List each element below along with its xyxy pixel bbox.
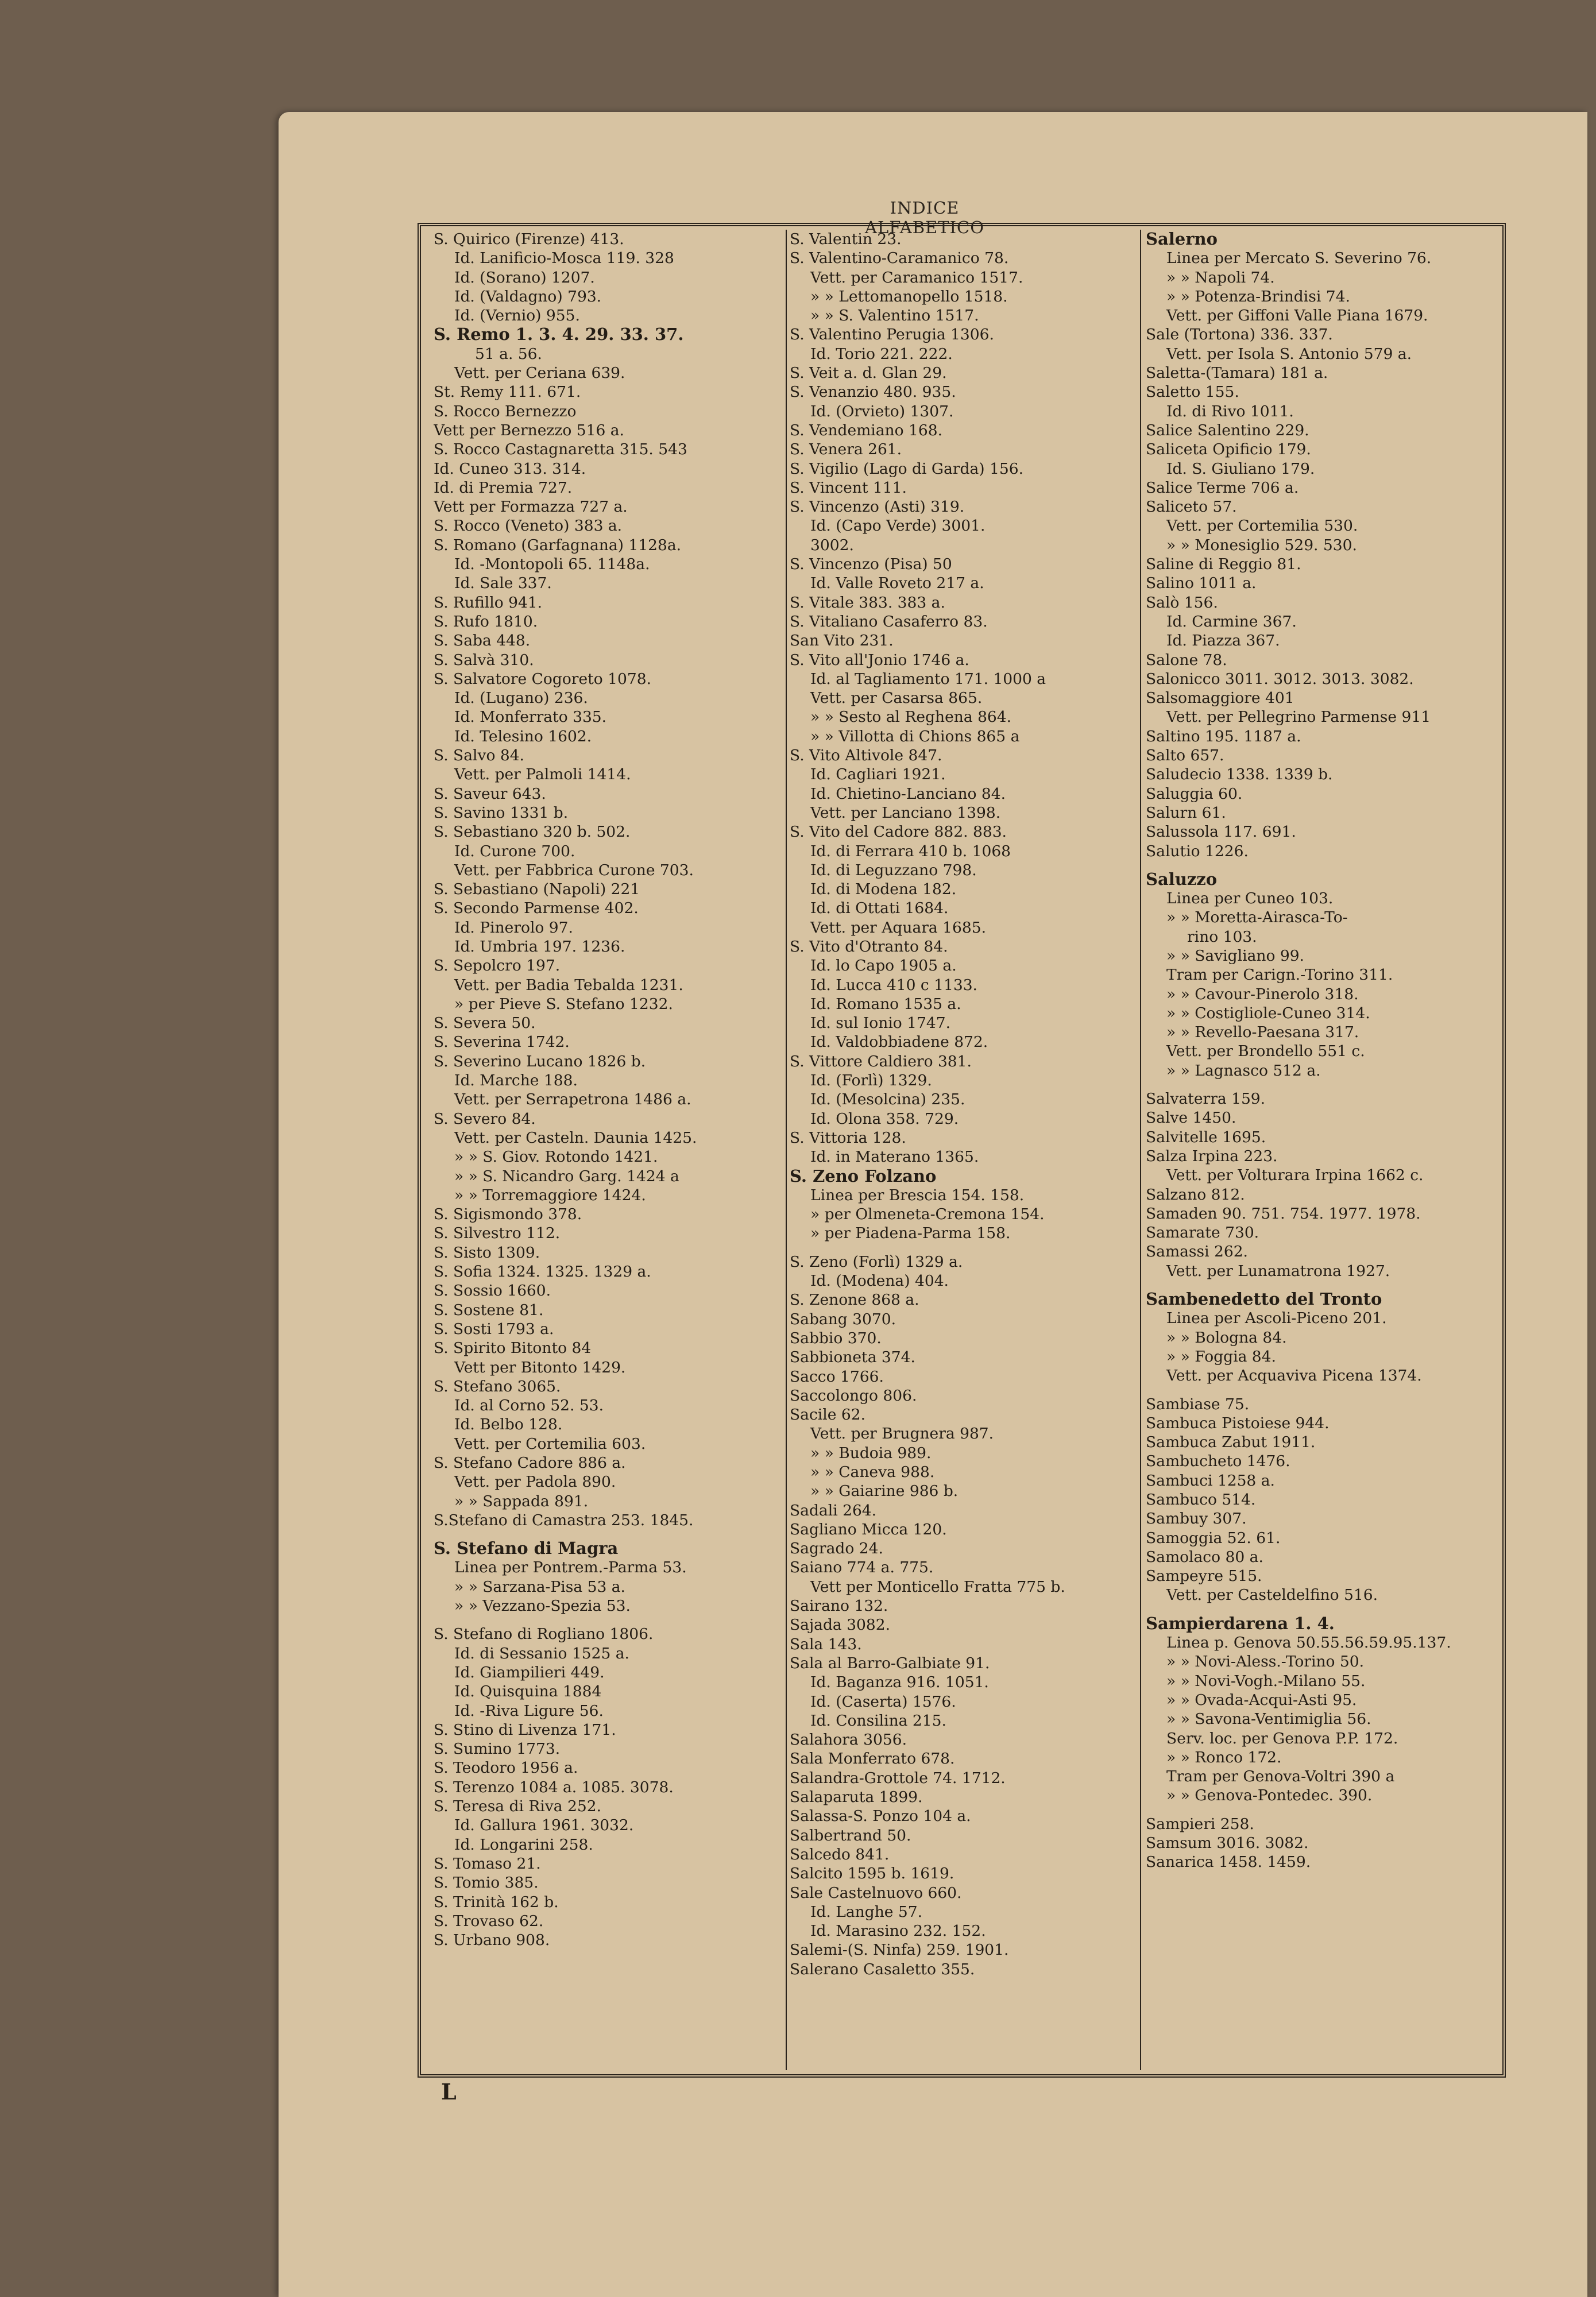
- index-entry: Id. (Orvieto) 1307.: [810, 402, 954, 420]
- index-entry: Id. (Mesolcina) 235.: [810, 1091, 965, 1109]
- index-entry: Vett. per Giffoni Valle Piana 1679.: [1166, 307, 1428, 325]
- index-entry: Tram per Carign.-Torino 311.: [1166, 966, 1393, 984]
- page-footer-letter: L: [441, 2079, 457, 2105]
- index-entry: Id. Giampilieri 449.: [454, 1663, 605, 1681]
- index-entry: Sambuci 1258 a.: [1146, 1471, 1275, 1490]
- index-entry: rino 103.: [1187, 927, 1257, 946]
- index-entry: [1146, 861, 1502, 870]
- index-entry: [1146, 1805, 1502, 1815]
- index-entry: S. Zeno (Forlì) 1329 a.: [790, 1252, 963, 1271]
- index-entry: Salvaterra 159.: [1146, 1090, 1266, 1108]
- index-entry: Sambucheto 1476.: [1146, 1452, 1290, 1471]
- index-entry: S. Tomio 385.: [434, 1874, 539, 1892]
- index-entry: » » Genova-Pontedec. 390.: [1166, 1786, 1373, 1805]
- index-entry: S. Vittoria 128.: [790, 1128, 906, 1147]
- index-entry: Saline di Reggio 81.: [1146, 555, 1301, 574]
- index-entry: S. Salvo 84.: [434, 747, 524, 765]
- index-entry: Vett per Bitonto 1429.: [454, 1358, 626, 1376]
- index-entry: S. Spirito Bitonto 84: [434, 1339, 592, 1358]
- index-entry: S. Vito Altivole 847.: [790, 747, 942, 765]
- index-entry: Saluggia 60.: [1146, 784, 1243, 803]
- index-entry: Id. sul Ionio 1747.: [810, 1014, 951, 1033]
- index-entry: » » Sarzana-Pisa 53 a.: [454, 1577, 625, 1596]
- index-entry: S. Vendemiano 168.: [790, 421, 943, 439]
- index-entry: Sagliano Micca 120.: [790, 1520, 947, 1538]
- index-heading-entry: Saluzzo: [1146, 869, 1218, 889]
- index-entry: Vett. per Lanciano 1398.: [810, 803, 1001, 822]
- index-entry: Sairano 132.: [790, 1597, 888, 1615]
- index-entry: Vett. per Caramanico 1517.: [810, 268, 1023, 287]
- index-entry: 51 a. 56.: [475, 345, 542, 363]
- index-entry: S. Romano (Garfagnana) 1128a.: [434, 536, 682, 554]
- index-entry: Id. al Corno 52. 53.: [454, 1397, 604, 1415]
- index-entry: Id. (Capo Verde) 3001.: [810, 517, 986, 535]
- index-entry: Id. di Ferrara 410 b. 1068: [810, 842, 1011, 860]
- index-entry: Id. di Leguzzano 798.: [810, 861, 977, 879]
- index-entry: Id. Piazza 367.: [1166, 632, 1280, 650]
- index-entry: Samarate 730.: [1146, 1224, 1259, 1242]
- index-entry: Saludecio 1338. 1339 b.: [1146, 765, 1333, 784]
- index-entry: S. Vincent 111.: [790, 478, 907, 497]
- index-entry: Linea p. Genova 50.55.56.59.95.137.: [1166, 1634, 1451, 1652]
- index-entry: [1146, 1386, 1502, 1395]
- index-entry: Sala Monferrato 678.: [790, 1750, 955, 1768]
- index-entry: S. Sostene 81.: [434, 1301, 544, 1319]
- index-entry: Sambuca Zabut 1911.: [1146, 1433, 1316, 1452]
- index-entry: S. Stefano 3065.: [434, 1377, 561, 1395]
- index-entry: Sala 143.: [790, 1635, 862, 1653]
- index-entry: Salsomaggiore 401: [1146, 689, 1294, 707]
- index-entry: Id. Lanificio-Mosca 119. 328: [454, 249, 674, 268]
- index-entry: Saccolongo 806.: [790, 1386, 917, 1405]
- index-entry: Salice Terme 706 a.: [1146, 478, 1299, 497]
- index-entry: S. Saba 448.: [434, 632, 531, 650]
- index-entry: Saiano 774 a. 775.: [790, 1559, 934, 1577]
- index-entry: Saltino 195. 1187 a.: [1146, 727, 1301, 745]
- index-entry: Saliceto 57.: [1146, 498, 1237, 516]
- index-entry: S. Rocco Bernezzo: [434, 402, 577, 420]
- index-entry: Salerano Casaletto 355.: [790, 1960, 975, 1978]
- index-entry: S. Rufo 1810.: [434, 612, 538, 631]
- index-entry: Id. di Modena 182.: [810, 880, 957, 899]
- index-entry: Vett. per Padola 890.: [454, 1473, 616, 1491]
- index-entry: Vett. per Brugnera 987.: [810, 1425, 994, 1443]
- index-entry: S. Salvà 310.: [434, 651, 534, 669]
- index-entry: Id. Marche 188.: [454, 1072, 578, 1090]
- index-entry: » » Ovada-Acqui-Asti 95.: [1166, 1691, 1357, 1709]
- index-entry: Id. di Ottati 1684.: [810, 899, 949, 918]
- index-entry: Samoggia 52. 61.: [1146, 1529, 1281, 1547]
- index-entry: [790, 1243, 1129, 1252]
- index-entry: 3002.: [810, 536, 854, 554]
- index-entry: » » S. Giov. Rotondo 1421.: [454, 1148, 658, 1166]
- index-entry: Tram per Genova-Voltri 390 a: [1166, 1768, 1395, 1786]
- index-heading-entry: Sampierdarena 1. 4.: [1146, 1613, 1335, 1633]
- index-entry: » » Novi-Aless.-Torino 50.: [1166, 1653, 1365, 1671]
- index-entry: S. Valentino Perugia 1306.: [790, 326, 994, 344]
- index-heading-entry: S. Remo 1. 3. 4. 29. 33. 37.: [434, 324, 684, 345]
- index-entry: S. Teresa di Riva 252.: [434, 1797, 602, 1816]
- index-entry: Sacco 1766.: [790, 1367, 884, 1386]
- index-entry: S. Vigilio (Lago di Garda) 156.: [790, 459, 1024, 478]
- index-entry: Salò 156.: [1146, 593, 1218, 612]
- index-entry: Linea per Mercato S. Severino 76.: [1166, 249, 1432, 268]
- index-entry: Id. Gallura 1961. 3032.: [454, 1816, 634, 1835]
- index-heading-entry: S. Stefano di Magra: [434, 1538, 619, 1559]
- index-entry: Id. di Rivo 1011.: [1166, 402, 1294, 420]
- index-entry: Vett per Bernezzo 516 a.: [434, 421, 624, 439]
- index-entry: Id. Torio 221. 222.: [810, 345, 953, 363]
- index-entry: Salutio 1226.: [1146, 842, 1249, 860]
- index-entry: S. Sigismondo 378.: [434, 1205, 582, 1224]
- index-entry: S. Silvestro 112.: [434, 1224, 561, 1243]
- index-entry: S. Zenone 868 a.: [790, 1291, 919, 1309]
- index-entry: » » Sappada 891.: [454, 1492, 589, 1510]
- index-entry: Sala al Barro-Galbiate 91.: [790, 1654, 990, 1672]
- index-entry: Salzano 812.: [1146, 1185, 1245, 1204]
- index-entry: S. Rufillo 941.: [434, 593, 543, 612]
- index-entry: Id. Lucca 410 c 1133.: [810, 976, 977, 994]
- index-entry: Salemi-(S. Ninfa) 259. 1901.: [790, 1941, 1009, 1959]
- index-entry: Id. lo Capo 1905 a.: [810, 957, 957, 975]
- index-entry: Id. Belbo 128.: [454, 1416, 563, 1434]
- index-entry: Id. (Forlì) 1329.: [810, 1072, 932, 1090]
- index-entry: Id. Romano 1535 a.: [810, 995, 961, 1013]
- index-entry: [434, 1615, 778, 1625]
- index-entry: S. Vito del Cadore 882. 883.: [790, 823, 1007, 841]
- index-entry: S. Vittore Caldiero 381.: [790, 1052, 972, 1070]
- index-entry: S. Vitale 383. 383 a.: [790, 593, 945, 612]
- index-entry: Vett. per Fabbrica Curone 703.: [454, 861, 694, 879]
- index-entry: S. Sebastiano (Napoli) 221: [434, 880, 640, 899]
- index-entry: S. Severa 50.: [434, 1014, 536, 1033]
- index-entry: » per Olmeneta-Cremona 154.: [810, 1205, 1045, 1224]
- index-entry: Salto 657.: [1146, 747, 1224, 765]
- index-entry: St. Remy 111. 671.: [434, 383, 581, 401]
- index-entry: S. Trovaso 62.: [434, 1912, 544, 1930]
- index-entry: Vett. per Palmoli 1414.: [454, 765, 631, 784]
- index-entry: Vett. per Casarsa 865.: [810, 689, 983, 707]
- index-entry: » » Vezzano-Spezia 53.: [454, 1597, 631, 1615]
- index-entry: [434, 1530, 778, 1539]
- index-entry: Salandra-Grottole 74. 1712.: [790, 1769, 1006, 1787]
- index-entry: Id. Baganza 916. 1051.: [810, 1673, 989, 1692]
- index-entry: Id. Chietino-Lanciano 84.: [810, 784, 1006, 803]
- index-entry: Vett. per Casteln. Daunia 1425.: [454, 1128, 697, 1147]
- index-entry: Salone 78.: [1146, 651, 1227, 669]
- index-entry: Vett. per Lunamatrona 1927.: [1166, 1262, 1390, 1280]
- index-entry: Linea per Cuneo 103.: [1166, 890, 1334, 908]
- index-column-3: [1146, 230, 1502, 1872]
- index-entry: Samsum 3016. 3082.: [1146, 1834, 1309, 1853]
- index-entry: Id. Valdobbiadene 872.: [810, 1033, 988, 1051]
- column-divider: [1140, 230, 1141, 2070]
- index-entry: Id. Consilina 215.: [810, 1711, 946, 1730]
- index-entry: S. Sepolcro 197.: [434, 957, 561, 975]
- index-entry: Sagrado 24.: [790, 1540, 883, 1558]
- index-entry: S. Stino di Livenza 171.: [434, 1720, 616, 1739]
- index-entry: Sambuco 514.: [1146, 1491, 1256, 1509]
- index-entry: Linea per Pontrem.-Parma 53.: [454, 1559, 687, 1577]
- index-entry: S. Quirico (Firenze) 413.: [434, 230, 624, 248]
- index-entry: Vett. per Badia Tebalda 1231.: [454, 976, 683, 994]
- index-entry: Salcedo 841.: [790, 1845, 890, 1863]
- index-entry: » » Villotta di Chions 865 a: [810, 727, 1020, 745]
- index-entry: S. Terenzo 1084 a. 1085. 3078.: [434, 1778, 674, 1796]
- index-entry: S. Vitaliano Casaferro 83.: [790, 612, 988, 631]
- index-entry: Salbertrand 50.: [790, 1826, 911, 1844]
- index-entry: » » Lagnasco 512 a.: [1166, 1061, 1321, 1080]
- index-entry: Sajada 3082.: [790, 1616, 891, 1634]
- index-entry: S. Secondo Parmense 402.: [434, 899, 639, 918]
- index-entry: Salcito 1595 b. 1619.: [790, 1865, 954, 1883]
- index-entry: » » Cavour-Pinerolo 318.: [1166, 985, 1359, 1003]
- index-entry: » » Caneva 988.: [810, 1463, 935, 1481]
- index-entry: Sambuca Pistoiese 944.: [1146, 1414, 1330, 1432]
- index-entry: Vett. per Pellegrino Parmense 911: [1166, 708, 1431, 726]
- index-entry: Id. (Modena) 404.: [810, 1272, 949, 1290]
- index-entry: » » Torremaggiore 1424.: [454, 1186, 646, 1204]
- index-entry: Id. Curone 700.: [454, 842, 575, 860]
- index-entry: S. Vito all'Jonio 1746 a.: [790, 651, 969, 669]
- index-entry: S. Sofia 1324. 1325. 1329 a.: [434, 1263, 651, 1281]
- index-entry: S. Sumino 1773.: [434, 1740, 561, 1758]
- index-entry: Id. (Caserta) 1576.: [810, 1692, 956, 1711]
- index-entry: Linea per Brescia 154. 158.: [810, 1186, 1025, 1204]
- index-entry: S. Venera 261.: [790, 440, 902, 459]
- index-entry: Samaden 90. 751. 754. 1977. 1978.: [1146, 1204, 1421, 1223]
- index-entry: » » Gaiarine 986 b.: [810, 1482, 959, 1501]
- index-entry: » » Lettomanopello 1518.: [810, 287, 1008, 306]
- index-entry: S. Rocco Castagnaretta 315. 543: [434, 440, 687, 459]
- index-entry: Id. (Sorano) 1207.: [454, 268, 595, 287]
- index-entry: Id. in Materano 1365.: [810, 1148, 979, 1166]
- index-entry: Saletto 155.: [1146, 383, 1239, 401]
- index-entry: Id. Umbria 197. 1236.: [454, 937, 625, 956]
- index-entry: » per Pieve S. Stefano 1232.: [454, 995, 673, 1013]
- index-entry: » » Ronco 172.: [1166, 1748, 1282, 1766]
- index-entry: S. Urbano 908.: [434, 1931, 550, 1950]
- index-entry: Id. di Sessanio 1525 a.: [454, 1644, 629, 1662]
- index-entry: Sale (Tortona) 336. 337.: [1146, 326, 1333, 344]
- index-entry: » » Monesiglio 529. 530.: [1166, 536, 1357, 554]
- index-entry: Vett per Formazza 727 a.: [434, 498, 628, 516]
- index-entry: Id. Langhe 57.: [810, 1902, 923, 1921]
- index-entry: Id. (Valdagno) 793.: [454, 287, 602, 306]
- index-entry: S. Sossio 1660.: [434, 1282, 551, 1300]
- index-entry: S. Rocco (Veneto) 383 a.: [434, 517, 623, 535]
- index-entry: Id. Marasino 232. 152.: [810, 1922, 986, 1940]
- index-entry: Linea per Ascoli-Piceno 201.: [1166, 1309, 1387, 1328]
- index-entry: Id. (Lugano) 236.: [454, 689, 588, 707]
- index-entry: Vett. per Ceriana 639.: [454, 364, 625, 382]
- column-divider: [786, 230, 787, 2070]
- index-entry: Salice Salentino 229.: [1146, 421, 1309, 439]
- index-entry: Salurn 61.: [1146, 803, 1226, 822]
- index-entry: S. Savino 1331 b.: [434, 803, 569, 822]
- index-entry: Sanarica 1458. 1459.: [1146, 1853, 1311, 1871]
- index-entry: Sabbioneta 374.: [790, 1348, 915, 1367]
- index-entry: Id. Longarini 258.: [454, 1835, 593, 1854]
- index-entry: » » Revello-Paesana 317.: [1166, 1023, 1359, 1042]
- index-entry: [1146, 1281, 1502, 1290]
- index-entry: Salussola 117. 691.: [1146, 823, 1296, 841]
- index-heading-entry: S. Zeno Folzano: [790, 1166, 937, 1186]
- index-entry: S. Valentin 23.: [790, 230, 902, 248]
- index-entry: Id. Quisquina 1884: [454, 1683, 602, 1701]
- index-entry: Id. Pinerolo 97.: [454, 918, 573, 937]
- index-entry: S. Saveur 643.: [434, 784, 546, 803]
- index-entry: » » Novi-Vogh.-Milano 55.: [1166, 1672, 1366, 1690]
- index-entry: Salahora 3056.: [790, 1731, 907, 1749]
- index-entry: Id. -Montopoli 65. 1148a.: [454, 555, 650, 574]
- index-entry: Serv. loc. per Genova P.P. 172.: [1166, 1729, 1398, 1747]
- index-entry: Salino 1011 a.: [1146, 574, 1257, 593]
- index-entry: » » Costigliole-Cuneo 314.: [1166, 1004, 1370, 1022]
- index-entry: Saletta-(Tamara) 181 a.: [1146, 364, 1328, 382]
- index-entry: Sampeyre 515.: [1146, 1567, 1262, 1586]
- index-entry: S. Sebastiano 320 b. 502.: [434, 823, 631, 841]
- index-entry: San Vito 231.: [790, 632, 894, 650]
- index-entry: Sabbio 370.: [790, 1329, 882, 1347]
- index-entry: Salve 1450.: [1146, 1109, 1236, 1127]
- index-entry: S. Severino Lucano 1826 b.: [434, 1052, 646, 1070]
- index-entry: » » S. Nicandro Garg. 1424 a: [454, 1167, 679, 1185]
- index-entry: S. Stefano Cadore 886 a.: [434, 1454, 626, 1472]
- index-entry: S. Severo 84.: [434, 1109, 536, 1128]
- index-entry: Samolaco 80 a.: [1146, 1548, 1263, 1566]
- index-column-2: [790, 230, 1129, 1979]
- index-entry: Vett. per Serrapetrona 1486 a.: [454, 1091, 691, 1109]
- index-entry: S. Vito d'Otranto 84.: [790, 937, 948, 956]
- index-entry: Id. di Premia 727.: [434, 478, 573, 497]
- index-entry: Sadali 264.: [790, 1501, 877, 1519]
- index-entry: » » Budoia 989.: [810, 1444, 932, 1462]
- index-entry: Vett. per Aquara 1685.: [810, 918, 986, 937]
- index-entry: S. Tomaso 21.: [434, 1854, 541, 1873]
- index-entry: Id. Sale 337.: [454, 574, 552, 593]
- index-entry: Id. al Tagliamento 171. 1000 a: [810, 670, 1046, 688]
- index-entry: Id. Olona 358. 729.: [810, 1109, 959, 1128]
- index-entry: Id. (Vernio) 955.: [454, 307, 580, 325]
- index-entry: » » Savona-Ventimiglia 56.: [1166, 1710, 1371, 1728]
- index-entry: » » Foggia 84.: [1166, 1347, 1276, 1366]
- index-entry: S. Salvatore Cogoreto 1078.: [434, 670, 652, 688]
- index-entry: [1146, 1080, 1502, 1089]
- index-entry: S. Valentino-Caramanico 78.: [790, 249, 1009, 268]
- index-entry: » » S. Valentino 1517.: [810, 307, 979, 325]
- index-entry: Saliceta Opificio 179.: [1146, 440, 1311, 459]
- index-entry: S. Vincenzo (Pisa) 50: [790, 555, 952, 574]
- index-entry: S. Sosti 1793 a.: [434, 1320, 554, 1338]
- index-entry: Vett. per Volturara Irpina 1662 c.: [1166, 1166, 1424, 1185]
- index-entry: S. Veit a. d. Glan 29.: [790, 364, 947, 382]
- index-entry: Salonicco 3011. 3012. 3013. 3082.: [1146, 670, 1414, 688]
- page-heading: INDICE ALFABETICO: [865, 198, 984, 237]
- index-entry: Id. S. Giuliano 179.: [1166, 459, 1315, 478]
- index-entry: Id. Carmine 367.: [1166, 612, 1297, 631]
- index-entry: S. Severina 1742.: [434, 1033, 570, 1051]
- index-heading-entry: Sambenedetto del Tronto: [1146, 1289, 1382, 1309]
- index-entry: S. Stefano di Rogliano 1806.: [434, 1625, 654, 1644]
- index-entry: S. Venanzio 480. 935.: [790, 383, 956, 401]
- index-heading-entry: Salerno: [1146, 230, 1218, 249]
- index-entry: Sambiase 75.: [1146, 1395, 1250, 1413]
- index-entry: » » Napoli 74.: [1166, 268, 1275, 287]
- index-entry: » per Piadena-Parma 158.: [810, 1224, 1011, 1243]
- index-entry: [1146, 1605, 1502, 1614]
- index-entry: Sabang 3070.: [790, 1310, 896, 1328]
- index-entry: Vett. per Cortemilia 530.: [1166, 517, 1358, 535]
- index-entry: » » Moretta-Airasca-To-: [1166, 908, 1348, 927]
- index-entry: Id. Telesino 1602.: [454, 727, 592, 745]
- index-entry: Salaparuta 1899.: [790, 1788, 923, 1807]
- index-entry: Sambuy 307.: [1146, 1510, 1247, 1528]
- index-entry: Sale Castelnuovo 660.: [790, 1884, 962, 1902]
- index-entry: Vett. per Acquaviva Picena 1374.: [1166, 1367, 1422, 1385]
- index-entry: Vett. per Isola S. Antonio 579 a.: [1166, 345, 1412, 363]
- index-entry: » » Sesto al Reghena 864.: [810, 708, 1012, 726]
- index-column-1: [434, 230, 778, 1950]
- index-entry: Sacile 62.: [790, 1406, 865, 1424]
- index-entry: Samassi 262.: [1146, 1243, 1248, 1261]
- index-entry: S. Teodoro 1956 a.: [434, 1759, 578, 1777]
- index-entry: S. Sisto 1309.: [434, 1243, 540, 1262]
- index-entry: Vett. per Brondello 551 c.: [1166, 1042, 1365, 1061]
- index-entry: Vett per Monticello Fratta 775 b.: [810, 1577, 1065, 1596]
- index-entry: Id. Monferrato 335.: [454, 708, 607, 726]
- index-entry: S.Stefano di Camastra 253. 1845.: [434, 1511, 694, 1529]
- index-entry: Salvitelle 1695.: [1146, 1128, 1266, 1146]
- index-entry: Id. Cuneo 313. 314.: [434, 459, 586, 478]
- index-entry: Sampieri 258.: [1146, 1815, 1254, 1833]
- index-entry: Vett. per Casteldelfino 516.: [1166, 1586, 1378, 1604]
- index-entry: S. Trinità 162 b.: [434, 1893, 559, 1911]
- index-entry: S. Vincenzo (Asti) 319.: [790, 498, 965, 516]
- index-entry: » » Potenza-Brindisi 74.: [1166, 287, 1350, 306]
- index-entry: Id. Valle Roveto 217 a.: [810, 574, 984, 593]
- index-entry: » » Bologna 84.: [1166, 1328, 1287, 1347]
- index-entry: Vett. per Cortemilia 603.: [454, 1434, 646, 1453]
- index-entry: » » Savigliano 99.: [1166, 946, 1304, 965]
- index-entry: Id. -Riva Ligure 56.: [454, 1702, 604, 1720]
- index-entry: Id. Cagliari 1921.: [810, 765, 946, 784]
- index-entry: Salassa-S. Ponzo 104 a.: [790, 1807, 971, 1826]
- index-entry: Salza Irpina 223.: [1146, 1147, 1278, 1165]
